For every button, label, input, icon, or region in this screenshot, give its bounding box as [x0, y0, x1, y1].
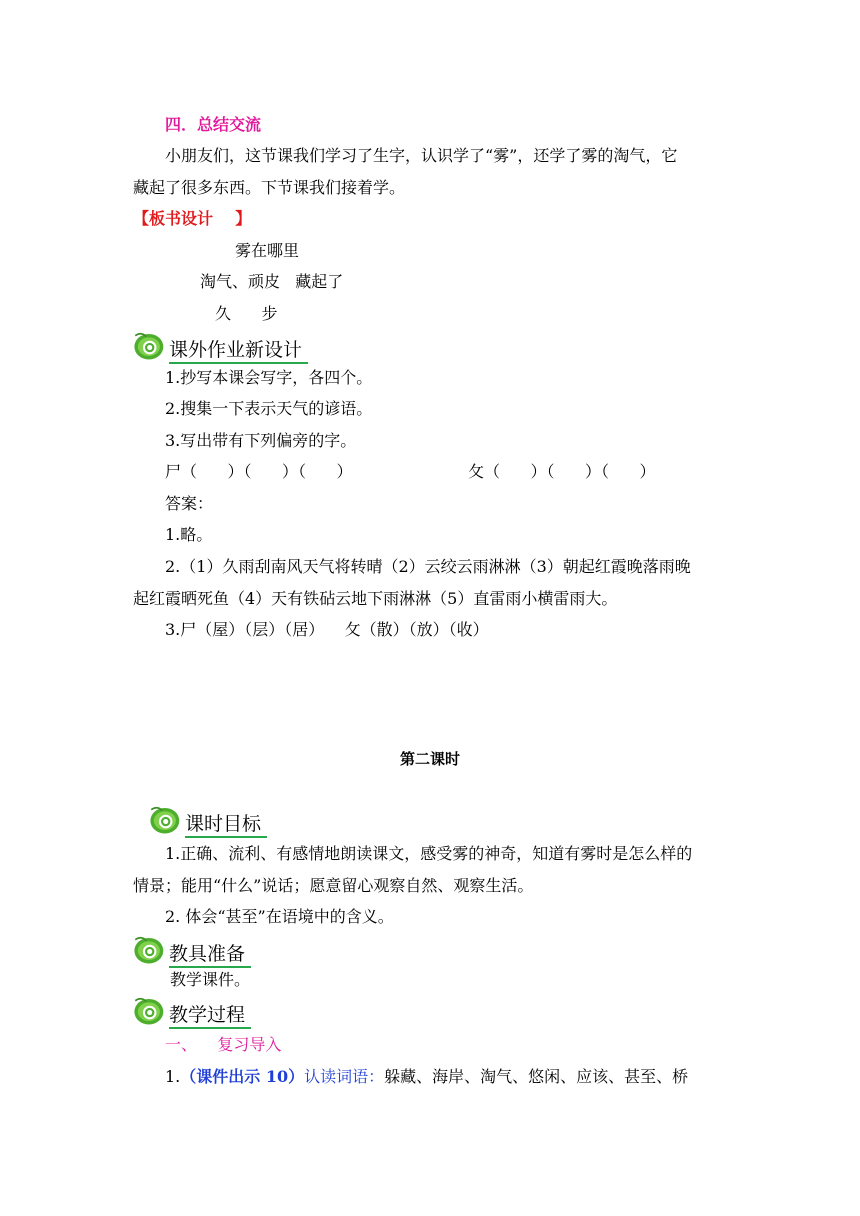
answer-3: 3.尸（屋）（层）（居） 攵（散）（放）（收） [165, 620, 489, 639]
goals-section-header [147, 802, 267, 836]
homework-q3-left: 尸（ ）（ ）（ ） [165, 462, 353, 481]
green-leaf-icon [131, 993, 165, 1027]
process-title: 教学过程 [169, 1003, 251, 1027]
green-leaf-icon [147, 802, 181, 836]
homework-section-header [131, 328, 308, 362]
summary-heading: 四．总结交流 [165, 115, 262, 134]
goal-1-line2: 情景；能用“什么”说话；愿意留心观察自然、观察生活。 [133, 876, 534, 895]
p1-words: 躲藏、海岸、淘气、悠闲、应该、甚至、桥 [384, 1067, 689, 1086]
tools-content: 教学课件。 [170, 970, 251, 989]
homework-q3: 3.写出带有下列偏旁的字。 [165, 431, 357, 450]
green-leaf-icon [131, 932, 165, 966]
courseware-tag: （课件出示 10） [180, 1067, 305, 1086]
homework-title: 课外作业新设计 [169, 338, 308, 362]
summary-paragraph-line2: 藏起了很多东西。下节课我们接着学。 [133, 178, 406, 197]
p1-label: 认读词语： [304, 1067, 385, 1086]
answer-label: 答案： [165, 494, 214, 513]
process-section-header [131, 993, 251, 1027]
tools-section-header [131, 932, 251, 966]
process-step-1: 一、 复习导入 [165, 1035, 282, 1054]
p1-prefix: 1. [165, 1067, 181, 1086]
homework-q3-right: 攵（ ）（ ）（ ） [468, 462, 656, 481]
green-leaf-icon [131, 328, 165, 362]
summary-paragraph-line1: 小朋友们，这节课我们学习了生字，认识学了“雾”，还学了雾的淘气，它 [165, 146, 678, 165]
lesson-2-title: 第二课时 [399, 750, 460, 768]
tools-title: 教具准备 [169, 942, 251, 966]
board-line-3: 久 步 [215, 304, 278, 323]
board-design-label: 【板书设计 】 [133, 209, 252, 228]
goal-1-line1: 1.正确、流利、有感情地朗读课文，感受雾的神奇，知道有雾时是怎么样的 [165, 844, 693, 863]
board-line-2: 淘气、顽皮 藏起了 [200, 272, 344, 291]
answer-1: 1.略。 [165, 525, 213, 544]
answer-2-line1: 2.（1）久雨刮南风天气将转晴（2）云绞云雨淋淋（3）朝起红霞晚落雨晚 [165, 557, 691, 576]
goal-2: 2. 体会“甚至”在语境中的含义。 [165, 907, 394, 926]
homework-q1: 1.抄写本课会写字，各四个。 [165, 368, 373, 387]
goals-title: 课时目标 [185, 812, 267, 836]
answer-2-line2: 起红霞晒死鱼（4）天有铁砧云地下雨淋淋（5）直雷雨小横雷雨大。 [133, 589, 618, 608]
board-line-1: 雾在哪里 [235, 241, 300, 260]
homework-q2: 2.搜集一下表示天气的谚语。 [165, 399, 373, 418]
process-paragraph-1 [165, 1066, 688, 1088]
